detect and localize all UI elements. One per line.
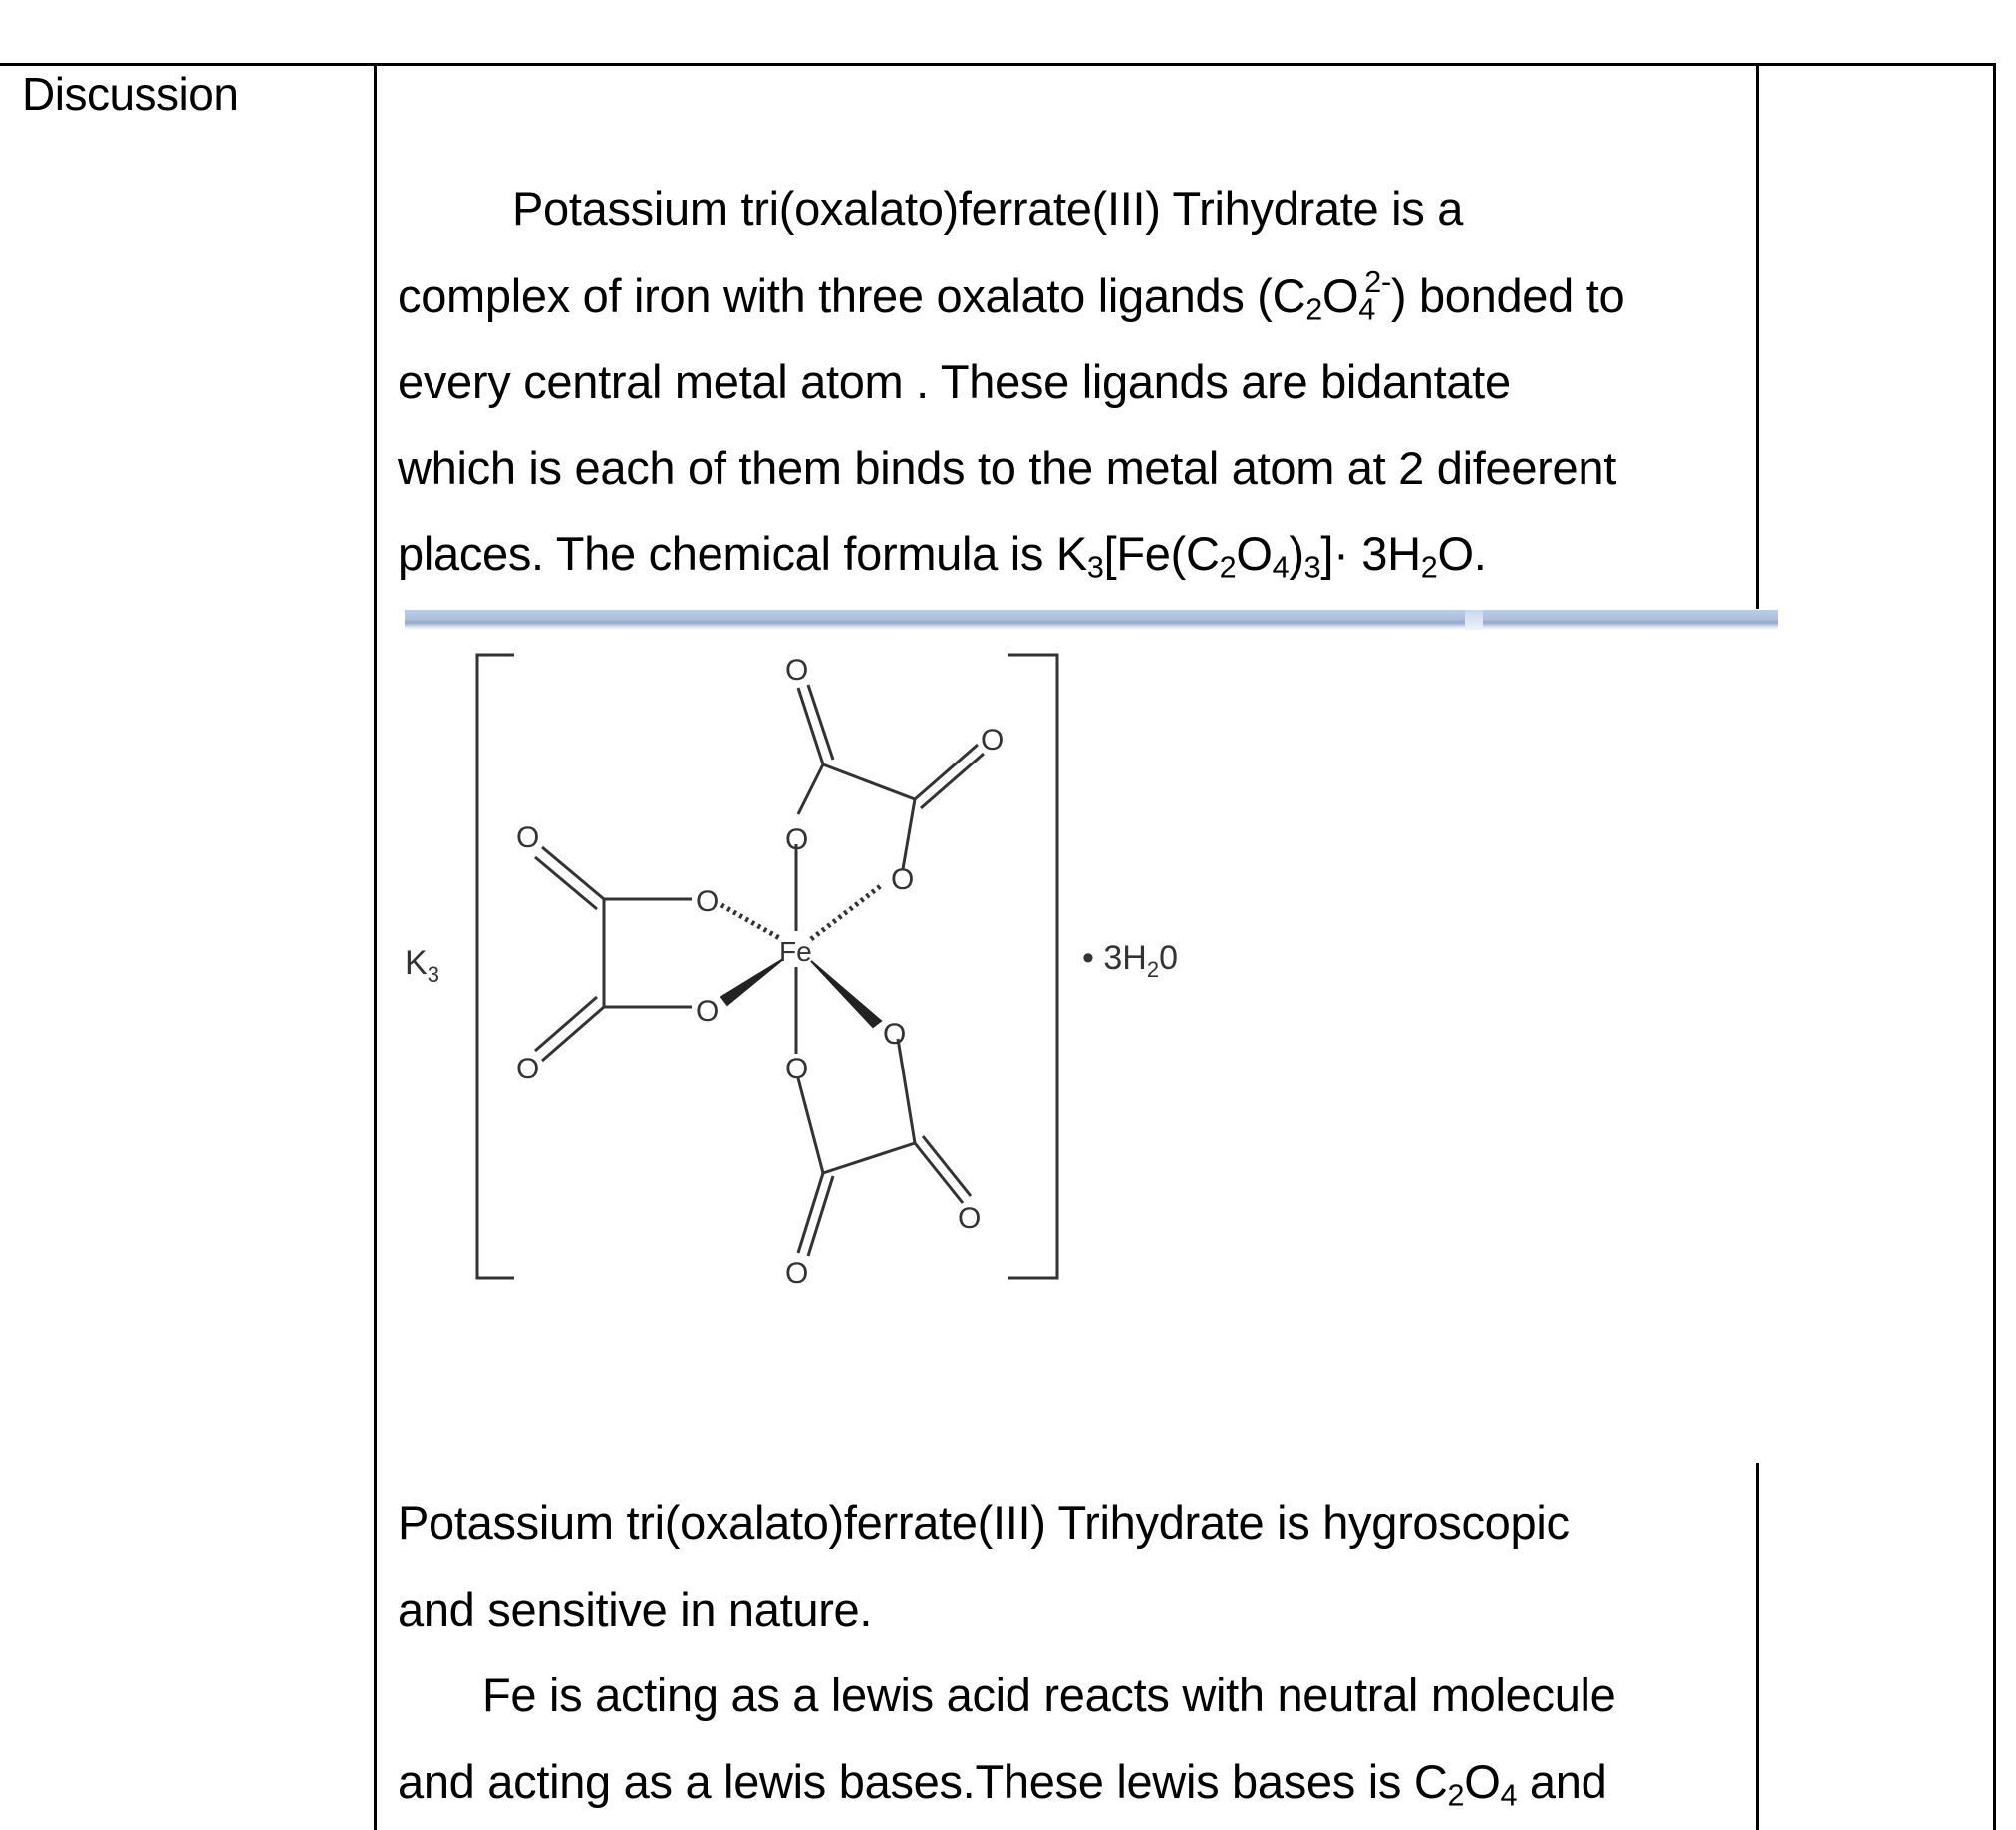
left-bracket	[477, 655, 514, 1278]
chemical-formula-line: places. The chemical formula is $K_3[Fe(C_2O_4)_3]\cdot 3H_2O$.	[398, 527, 1487, 585]
row-label-discussion: Discussion	[22, 68, 239, 120]
paragraph-line: Potassium tri(oxalato)ferrate(III) Trihydrate is hygroscopic	[398, 1496, 1570, 1549]
table-column-divider-left	[374, 63, 377, 1830]
oxygen-atom: O	[958, 1202, 982, 1235]
paragraph-line: complex of iron with three oxalato ligands $(C_2O_4^{2-})$ bonded to	[398, 264, 1625, 327]
paragraph-line: and acting as a lewis bases.These lewis bases is $C_2O_4$ and	[398, 1754, 1607, 1813]
paragraph-line: Potassium tri(oxalato)ferrate(III) Trihydrate is a	[512, 182, 1464, 235]
discussion-paragraph-1	[398, 166, 1753, 598]
paragraph-line: Fe is acting as a lewis acid reacts with neutral molecule	[482, 1669, 1616, 1721]
chemical-structure-figure	[405, 610, 1778, 1298]
oxygen-atom: O	[883, 1018, 907, 1051]
oxygen-atom: O	[696, 995, 720, 1028]
paragraph-line: which is each of them binds to the metal atom at 2 difeerent	[398, 441, 1616, 494]
oxygen-atom: O	[785, 1257, 809, 1290]
right-bracket	[1008, 655, 1057, 1278]
discussion-paragraph-2	[398, 1480, 1753, 1825]
oxygen-atom: O	[785, 823, 809, 856]
table-right-border	[1993, 63, 1996, 1830]
hydrate-label: • $3H_20$	[1082, 939, 1178, 982]
oxygen-atom: O	[785, 1053, 809, 1085]
potassium-counter-ion: $K_3$	[405, 944, 439, 987]
oxygen-atom: O	[516, 1053, 540, 1085]
table-column-divider-middle-upper	[1756, 63, 1759, 609]
table-column-divider-middle-lower	[1756, 1463, 1759, 1830]
oxygen-atom: O	[891, 863, 915, 896]
oxygen-atom: O	[785, 654, 809, 687]
paragraph-line: and sensitive in nature.	[398, 1582, 873, 1636]
ferrioxalate-structure-diagram	[405, 610, 1778, 1298]
table-top-border	[0, 63, 1996, 66]
oxygen-atom: O	[981, 724, 1005, 757]
oxygen-atom: O	[696, 885, 720, 918]
iron-atom: Fe	[779, 936, 812, 967]
paragraph-line: every central metal atom . These ligands are bidantate	[398, 355, 1511, 408]
oxygen-atom: O	[516, 821, 540, 854]
